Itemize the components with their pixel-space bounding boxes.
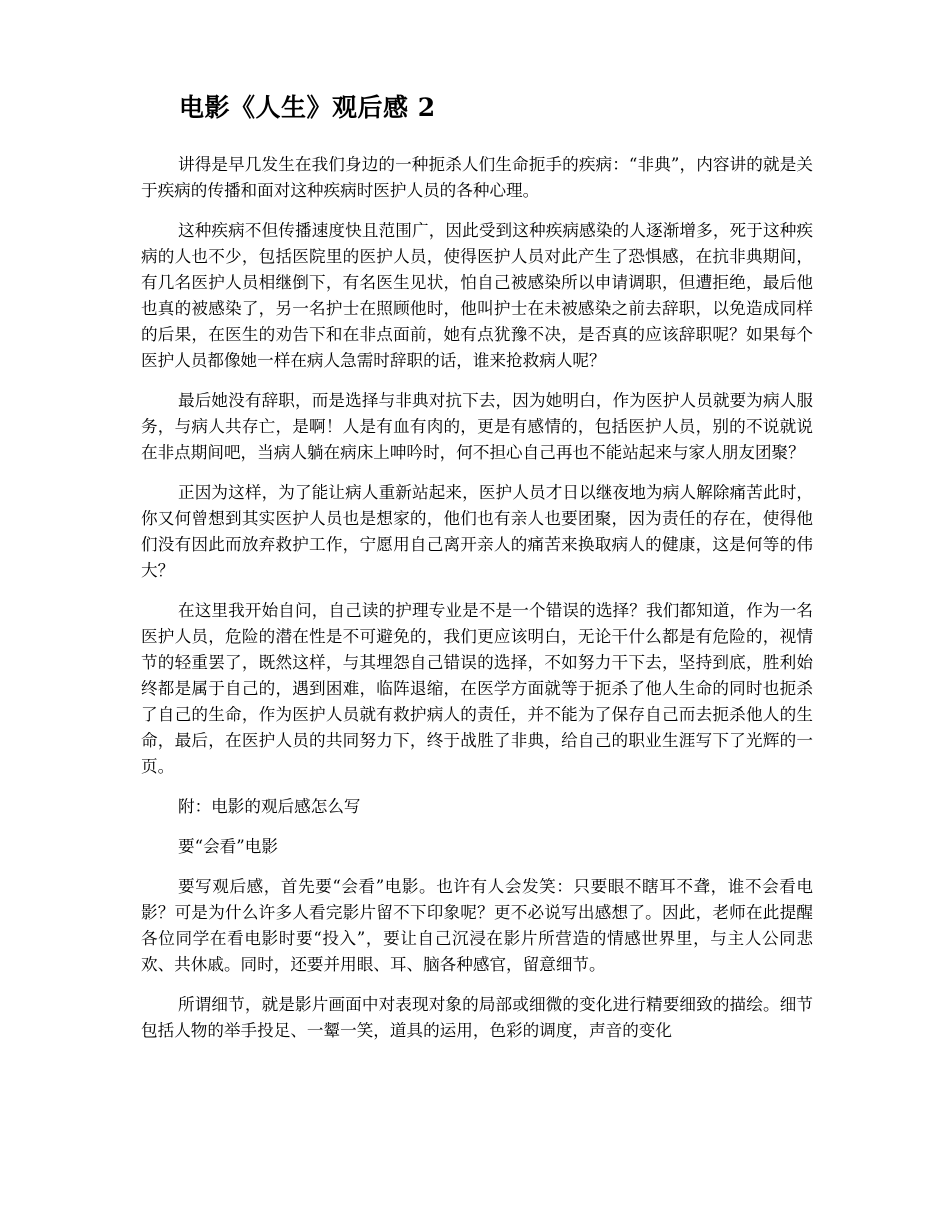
section-heading: 要“会看”电影 (178, 837, 278, 856)
paragraph: 正因为这样，为了能让病人重新站起来，医护人员才日以继夜地为病人解除痛苦此时，你又何曾想到其实医护人员也是想家的，他们也有亲人也要团聚，因为责任的存在，使得他们没有因此而放弃救护工作，宁愿用自己离开亲人的痛苦来换取病人的健康，这是何等的伟大？ (141, 483, 813, 580)
paragraph: 所谓细节，就是影片画面中对表现对象的局部或细微的变化进行精要细致的描绘。细节包括人物的举手投足、一颦一笑，道具的运用，色彩的调度，声音的变化 (141, 995, 813, 1040)
document-title: 电影《人生》观后感 2 (179, 93, 436, 122)
paragraph: 最后她没有辞职，而是选择与非典对抗下去，因为她明白，作为医护人员就要为病人服务，与病人共存亡，是啊！人是有血有肉的，更是有感情的，包括医护人员，别的不说就说在非点期间吧，当病人躺在病床上呻吟时，何不担心自己再也不能站起来与家人朋友团聚？ (141, 391, 813, 462)
appendix-heading: 附：电影的观后感怎么写 (178, 797, 361, 816)
document-body (141, 152, 813, 1058)
paragraph: 讲得是早几发生在我们身边的一种扼杀人们生命扼手的疾病：“非典”，内容讲的就是关于疾病的传播和面对这种疾病时医护人员的各种心理。 (141, 155, 813, 200)
paragraph: 要写观后感，首先要“会看”电影。也许有人会发笑：只要眼不瞎耳不聋，谁不会看电影？可是为什么许多人看完影片留不下印象呢？更不必说写出感想了。因此，老师在此提醒各位同学在看电影时要“投入”，要让自己沉浸在影片所营造的情感世界里，与主人公同悲欢、共休戚。同时，还要并用眼、耳、脑各种感官，留意细节。 (141, 877, 813, 974)
paragraph: 在这里我开始自问，自己读的护理专业是不是一个错误的选择？我们都知道，作为一名医护人员，危险的潜在性是不可避免的，我们更应该明白，无论干什么都是有危险的，视情节的轻重罢了，既然这样，与其埋怨自己错误的选择，不如努力干下去，坚持到底，胜利始终都是属于自己的，遇到困难，临阵退缩，在医学方面就等于扼杀了他人生命的同时也扼杀了自己的生命，作为医护人员就有救护病人的责任，并不能为了保存自己而去扼杀他人的生命，最后，在医护人员的共同努力下，终于战胜了非典，给自己的职业生涯写下了光辉的一页。 (141, 601, 813, 776)
paragraph: 这种疾病不但传播速度快且范围广，因此受到这种疾病感染的人逐渐增多，死于这种疾病的人也不少，包括医院里的医护人员，使得医护人员对此产生了恐惧感，在抗非典期间，有几名医护人员相继倒下，有名医生见状，怕自己被感染所以申请调职，但遭拒绝，最后他也真的被感染了，另一名护士在照顾他时，他叫护士在未被感染之前去辞职，以免造成同样的后果，在医生的劝告下和在非点面前，她有点犹豫不决，是否真的应该辞职呢？如果每个医护人员都像她一样在病人急需时辞职的话，谁来抢救病人呢？ (141, 221, 813, 370)
